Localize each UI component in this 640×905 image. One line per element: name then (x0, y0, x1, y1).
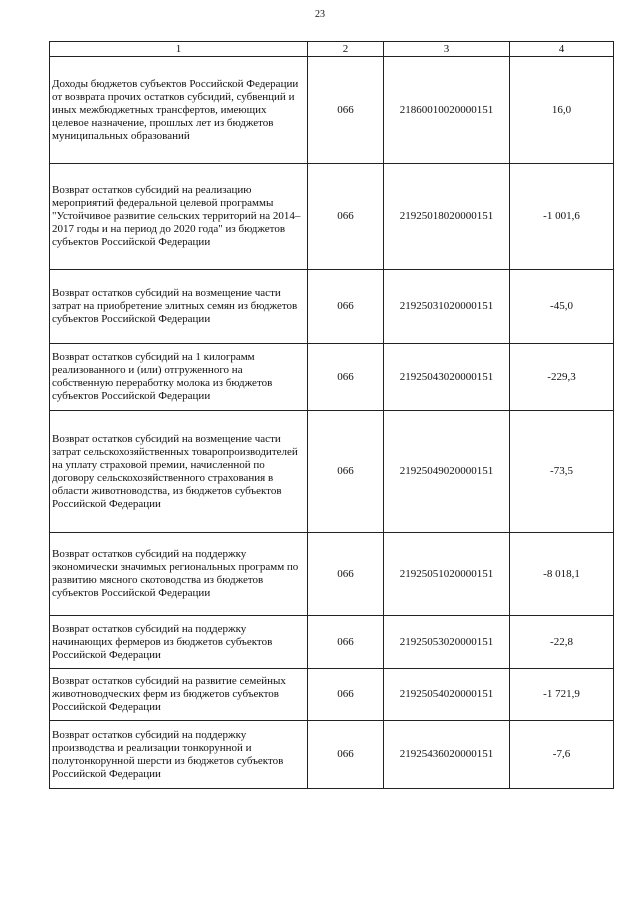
table-row (50, 57, 614, 164)
admin-code-cell: 066 (308, 164, 384, 270)
admin-code-cell: 066 (308, 669, 384, 721)
table-row (50, 616, 614, 669)
amount-cell: -1 001,6 (510, 164, 614, 270)
page-number: 23 (315, 9, 325, 20)
budget-classification-code-cell: 21925049020000151 (384, 411, 510, 533)
amount-cell: -22,8 (510, 616, 614, 669)
revenue-name-cell: Возврат остатков субсидий на возмещение части затрат сельскохозяйственных товаропроизводителей на уплату страховой премии, начисленной по договору сельскохозяйственного страхования в области животноводства, из бюджетов субъектов Российской Федерации (50, 411, 308, 533)
column-header-2: 2 (308, 42, 384, 57)
budget-revenue-table (49, 41, 614, 789)
table-row (50, 344, 614, 411)
budget-classification-code-cell: 21925054020000151 (384, 669, 510, 721)
amount-cell: -7,6 (510, 721, 614, 789)
admin-code-cell: 066 (308, 270, 384, 344)
table-row (50, 533, 614, 616)
admin-code-cell: 066 (308, 721, 384, 789)
revenue-name-cell: Возврат остатков субсидий на возмещение части затрат на приобретение элитных семян из бюджетов субъектов Российской Федерации (50, 270, 308, 344)
column-header-1: 1 (50, 42, 308, 57)
budget-classification-code-cell: 21925053020000151 (384, 616, 510, 669)
amount-cell: -8 018,1 (510, 533, 614, 616)
budget-classification-code-cell: 21925018020000151 (384, 164, 510, 270)
table-row (50, 164, 614, 270)
admin-code-cell: 066 (308, 344, 384, 411)
revenue-name-cell: Возврат остатков субсидий на развитие семейных животноводческих ферм из бюджетов субъектов Российской Федерации (50, 669, 308, 721)
admin-code-cell: 066 (308, 616, 384, 669)
amount-cell: -45,0 (510, 270, 614, 344)
amount-cell: -1 721,9 (510, 669, 614, 721)
revenue-name-cell: Возврат остатков субсидий на поддержку экономически значимых региональных программ по развитию мясного скотоводства из бюджетов субъектов Российской Федерации (50, 533, 308, 616)
budget-classification-code-cell: 21860010020000151 (384, 57, 510, 164)
column-header-4: 4 (510, 42, 614, 57)
amount-cell: -229,3 (510, 344, 614, 411)
column-number-header-row (50, 42, 614, 57)
admin-code-cell: 066 (308, 57, 384, 164)
budget-classification-code-cell: 21925051020000151 (384, 533, 510, 616)
revenue-name-cell: Возврат остатков субсидий на реализацию мероприятий федеральной целевой программы "Устойчивое развитие сельских территорий на 2014–2017 годы и на период до 2020 года" из бюджетов субъектов Российской Федерации (50, 164, 308, 270)
admin-code-cell: 066 (308, 411, 384, 533)
amount-cell: -73,5 (510, 411, 614, 533)
budget-classification-code-cell: 21925436020000151 (384, 721, 510, 789)
table-row (50, 721, 614, 789)
revenue-name-cell: Доходы бюджетов субъектов Российской Федерации от возврата прочих остатков субсидий, субвенций и иных межбюджетных трансфертов, имеющих целевое назначение, прошлых лет из бюджетов муниципальных образований (50, 57, 308, 164)
table-row (50, 270, 614, 344)
column-header-3: 3 (384, 42, 510, 57)
revenue-name-cell: Возврат остатков субсидий на 1 килограмм реализованного и (или) отгруженного на собственную переработку молока из бюджетов субъектов Российской Федерации (50, 344, 308, 411)
budget-classification-code-cell: 21925031020000151 (384, 270, 510, 344)
budget-classification-code-cell: 21925043020000151 (384, 344, 510, 411)
revenue-name-cell: Возврат остатков субсидий на поддержку производства и реализации тонкорунной и полутонкорунной шерсти из бюджетов субъектов Российской Федерации (50, 721, 308, 789)
admin-code-cell: 066 (308, 533, 384, 616)
revenue-name-cell: Возврат остатков субсидий на поддержку начинающих фермеров из бюджетов субъектов Российской Федерации (50, 616, 308, 669)
table-row (50, 669, 614, 721)
table-row (50, 411, 614, 533)
amount-cell: 16,0 (510, 57, 614, 164)
